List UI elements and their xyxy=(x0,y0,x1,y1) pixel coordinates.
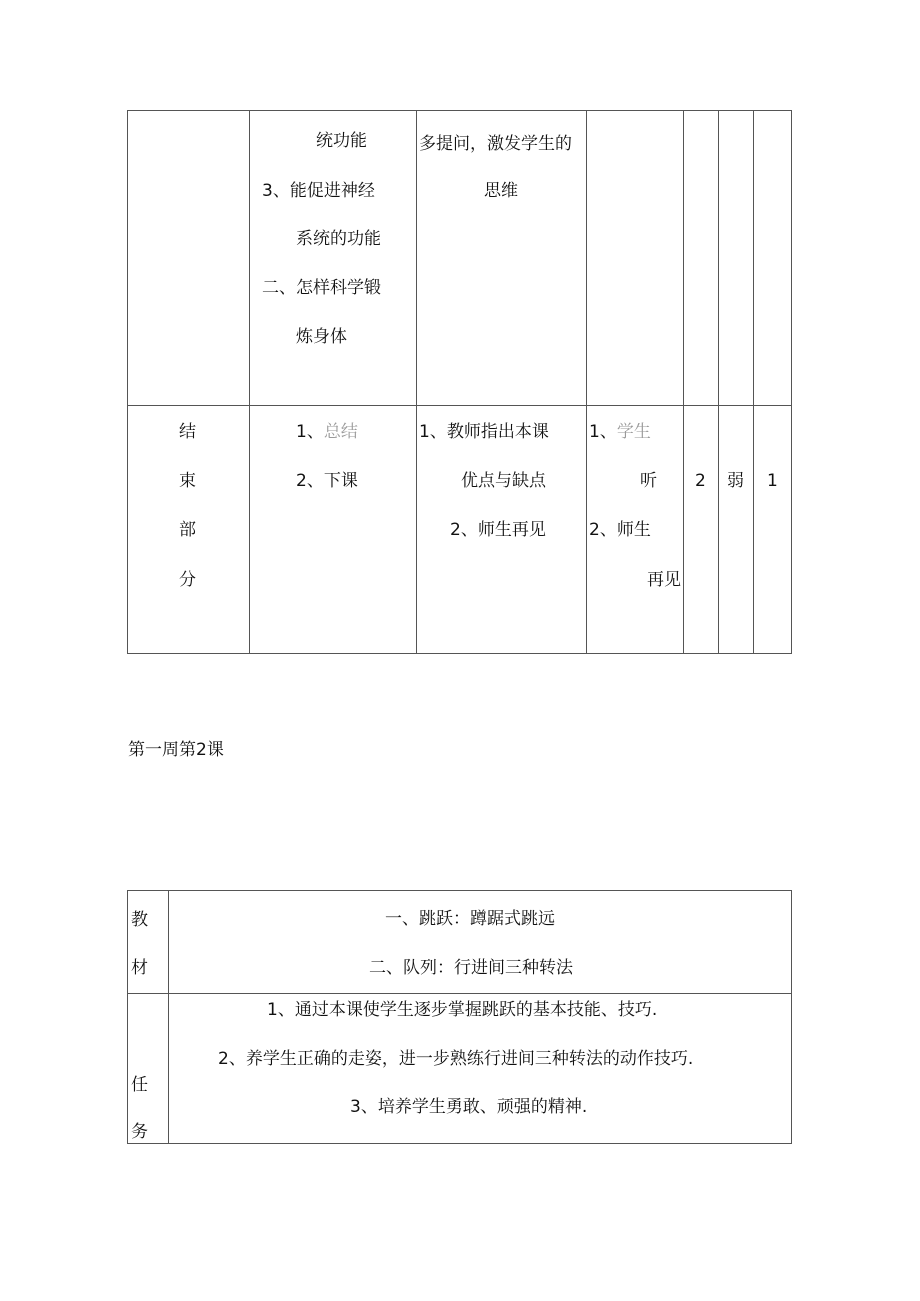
time-value: 2 xyxy=(695,471,706,491)
content-line: 系统的功能 xyxy=(296,229,381,249)
task-line: 3、培养学生勇敢、顽强的精神. xyxy=(350,1097,588,1117)
content-item-summary xyxy=(296,422,358,442)
table1-col-line-7 xyxy=(791,110,792,654)
content-line: 3、能促进神经 xyxy=(262,181,375,201)
section-label-char: 结 xyxy=(179,422,196,442)
table2-left-border xyxy=(127,890,128,1144)
task-line: 1、通过本课使学生逐步掌握跳跃的基本技能、技巧. xyxy=(267,1000,658,1020)
material-label-char: 材 xyxy=(131,958,148,978)
table1-top-border xyxy=(127,110,792,111)
teacher-line: 2、师生再见 xyxy=(450,520,546,540)
task-label-char: 任 xyxy=(131,1075,148,1095)
student-line: 再见 xyxy=(647,570,681,590)
count-value: 1 xyxy=(767,471,778,491)
table2-bottom-border xyxy=(127,1143,792,1144)
method-line: 多提问，激发学生的 xyxy=(419,134,572,154)
table1-col-line-1 xyxy=(249,110,250,654)
section-label-char: 束 xyxy=(179,471,196,491)
table1-col-line-4 xyxy=(683,110,684,654)
section-label-char: 分 xyxy=(179,570,196,590)
table1-bottom-border xyxy=(127,653,792,654)
lesson-heading: 第一周第2课 xyxy=(128,740,224,760)
task-line: 2、养学生正确的走姿，进一步熟练行进间三种转法的动作技巧. xyxy=(218,1049,694,1069)
material-line: 一、跳跃：蹲踞式跳远 xyxy=(385,909,555,929)
table2-right-border xyxy=(791,890,792,1144)
student-line: 2、师生 xyxy=(589,520,651,540)
content-line: 炼身体 xyxy=(296,327,347,347)
teacher-line: 1、教师指出本课 xyxy=(419,422,549,442)
item-prefix: 1、 xyxy=(296,422,324,442)
table1-row-divider xyxy=(127,405,792,406)
task-label-char: 务 xyxy=(131,1122,148,1142)
item-text: 学生 xyxy=(616,422,651,442)
method-line: 思维 xyxy=(484,181,518,201)
content-line: 二、怎样科学锻 xyxy=(262,278,381,298)
section-label-char: 部 xyxy=(179,520,196,540)
material-line: 二、队列：行进间三种转法 xyxy=(369,958,573,978)
table1-col-line-0 xyxy=(127,110,128,654)
student-item-listen xyxy=(589,422,651,442)
content-line: 统功能 xyxy=(316,131,367,151)
student-line: 听 xyxy=(640,471,657,491)
table2-row-divider xyxy=(127,993,792,994)
intensity-value: 弱 xyxy=(727,471,744,491)
item-text: 总结 xyxy=(323,422,358,442)
table1-col-line-6 xyxy=(753,110,754,654)
material-label-char: 教 xyxy=(131,910,148,930)
table2-top-border xyxy=(127,890,792,891)
content-item-dismiss: 2、下课 xyxy=(296,471,358,491)
table1-col-line-5 xyxy=(718,110,719,654)
teacher-line: 优点与缺点 xyxy=(461,471,546,491)
table1-col-line-2 xyxy=(416,110,417,654)
table2-label-divider xyxy=(168,890,169,1144)
item-prefix: 1、 xyxy=(589,422,617,442)
table1-col-line-3 xyxy=(586,110,587,654)
